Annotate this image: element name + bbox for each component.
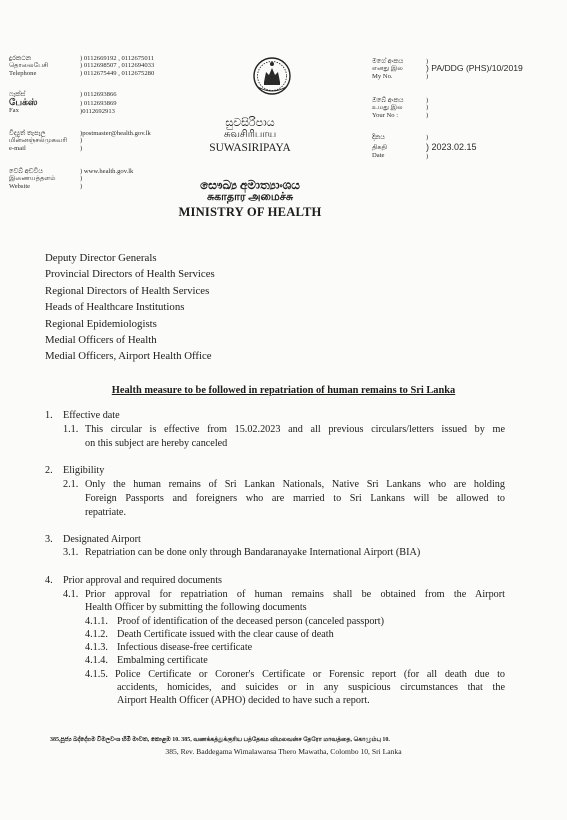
your-no-2: ) [426,104,429,112]
clause-line: Health Officer by submitting the following documents [85,602,307,613]
clause-line: Foreign Passports and foreigners who are married to Sri Lankans will be allowed to [85,493,505,504]
email-3: ) [80,144,83,152]
section-heading: Designated Airport [63,534,141,545]
section-heading: Eligibility [63,465,105,476]
recipient-item: Regional Directors of Health Services [45,284,210,297]
footer-address-local: 385,පූජ්‍ය බද්දේගම විමලවංශ හිමි මාවත, කොළඹ 10. 385, வணக்கத்துக்குரிய பத்தேகம விமலவன்ச தேரோ மாவத்தை, கொழும்பு 10. [50,737,390,743]
website-2: ) [80,175,83,183]
fax-3: )0112692913 [80,107,115,115]
recipient-item: Heads of Healthcare Institutions [45,301,185,314]
subclause-line: accidents, homicides, and suicides or in any suspicious circumstances that the [117,682,505,693]
label-ta: மின்னஞ்சல்முகவரி [9,137,68,145]
clause-number: 1.1. [63,424,79,435]
label-ta: திகதி [372,144,388,152]
website-label [9,168,56,190]
subclause-number: 4.1.5. [85,669,108,680]
label-si: දිනය [372,134,386,141]
subclause-number: 4.1.3. [85,642,108,653]
section-number: 3. [45,534,53,545]
telephone-values [80,55,154,77]
subclause-text: Embalming certificate [117,655,208,666]
your-no-values [426,97,428,119]
subclause-number: 4.1.2. [85,629,108,640]
clause-line: Repatriation can be done only through Bandaranayake International Airport (BIA) [85,547,421,558]
clause-number: 4.1. [63,589,79,600]
label-ta: உமது இல [372,104,403,112]
clause-line: Prior approval for repatriation of human remains shall be obtained from the Airport [85,589,505,600]
emblem-icon [252,55,292,97]
label-en: Telephone [9,69,37,77]
email-2: ) [80,137,83,145]
clause-line: on this subject are hereby canceled [85,438,228,449]
ministry-name-si: සෞඛ්‍ය අමාත්‍යාංශය [200,178,300,192]
fax-label [9,91,38,115]
footer-address-en: 385, Rev. Baddegama Wimalawansa Thero Mawatha, Colombo 10, Sri Lanka [165,747,402,756]
recipient-list [45,250,215,365]
recipient-item: Regional Epidemiologists [45,317,157,330]
ministry-name-ta: சுகாதார அமைச்சு [206,191,294,203]
section-heading: Prior approval and required documents [63,575,222,586]
telephone-3: ) 0112675449 , 0112675280 [80,69,155,77]
my-no-1: ) [426,58,429,65]
subclause-number: 4.1.4. [85,655,108,666]
subclause-line: Airport Health Officer (APHO) decided to have such a report. [117,695,370,706]
reference-number: ) PA/DDG (PHS)/10/2019 [426,63,523,74]
date-value: ) 2023.02.15 [426,142,477,153]
your-no-1: ) [426,97,429,104]
website-values [80,168,133,190]
website-3: ) [80,182,83,190]
label-en: e-mail [9,144,26,152]
section-heading: Effective date [63,410,120,421]
label-en: Your No : [372,111,399,119]
label-ta: இணையத்தளம் [9,175,56,183]
ministry-name-en: MINISTRY OF HEALTH [178,205,322,219]
subclause-text: Death Certificate issued with the clear cause of death [117,629,334,640]
email-values [80,130,151,152]
section-number: 4. [45,575,53,586]
email-address: )postmaster@health.gov.lk [80,130,151,137]
label-en: Website [9,182,31,190]
clause-line: repatriate. [85,507,127,518]
date-label [372,134,387,159]
recipient-item: Medial Officers of Health [45,334,157,347]
telephone-2: ) 0112698507 , 0112694033 [80,62,155,70]
my-no-label [372,58,403,80]
recipient-item: Deputy Director Generals [45,252,157,264]
your-no-3: ) [426,111,429,119]
label-si: දුරකථන [9,55,32,62]
building-name-ta: சுவசிரிபாய [223,129,277,140]
label-ta: தொலைபேசி [9,62,49,70]
date-values [426,134,477,161]
clause-number: 2.1. [63,479,79,490]
section-number: 1. [45,410,53,421]
date-3: ) [426,153,429,161]
label-si: ඔබේ අංකය [372,97,404,104]
my-no-3: ) [426,72,429,80]
telephone-1: ) 0112669192 , 0112675011 [80,55,154,62]
website-url: ) www.health.gov.lk [80,168,134,175]
section-number: 2. [45,465,53,476]
telephone-label [9,55,48,77]
subclause-number: 4.1.1. [85,616,108,627]
building-name-en: SUWASIRIPAYA [209,142,291,154]
label-ta: எனது இல [372,65,403,73]
label-en: Date [372,151,385,159]
my-no-values [426,58,523,80]
label-si: වෙබ් අඩවිය [9,168,44,175]
label-si: විද්‍යුත් තැපැල [9,130,46,137]
circular-title: Health measure to be followed in repatriation of human remains to Sri Lanka [111,385,456,396]
recipient-item: Provincial Directors of Health Services [45,268,215,281]
subclause-line: Police Certificate or Coroner's Certificate or Forensic report (for all death due to [115,669,505,680]
email-label [9,130,67,152]
label-ta: பேக்ஸ் [9,97,38,108]
label-si: ෆැක්ස් [9,91,26,98]
subclause-text: Proof of identification of the deceased person (canceled passport) [117,616,385,627]
clause-line: This circular is effective from 15.02.2023 and all previous circulars/letters issued by me [85,424,505,435]
fax-values [80,91,117,115]
clause-number: 3.1. [63,547,79,558]
date-1: ) [426,134,429,141]
label-si: මගේ අංකය [372,58,404,65]
your-no-label [372,97,404,119]
label-en: My No. [372,72,393,80]
clause-line: Only the human remains of Sri Lankan Nationals, Native Sri Lankans who are holding [85,479,505,490]
recipient-item: Medial Officers, Airport Health Office [45,350,212,363]
building-name-si: සුවසිරිපාය [225,117,275,129]
fax-1: ) 0112693866 [80,91,117,98]
subclause-text: Infectious disease-free certificate [117,642,253,653]
fax-2: ) 0112693869 [80,100,117,108]
label-en: Fax [9,107,19,115]
